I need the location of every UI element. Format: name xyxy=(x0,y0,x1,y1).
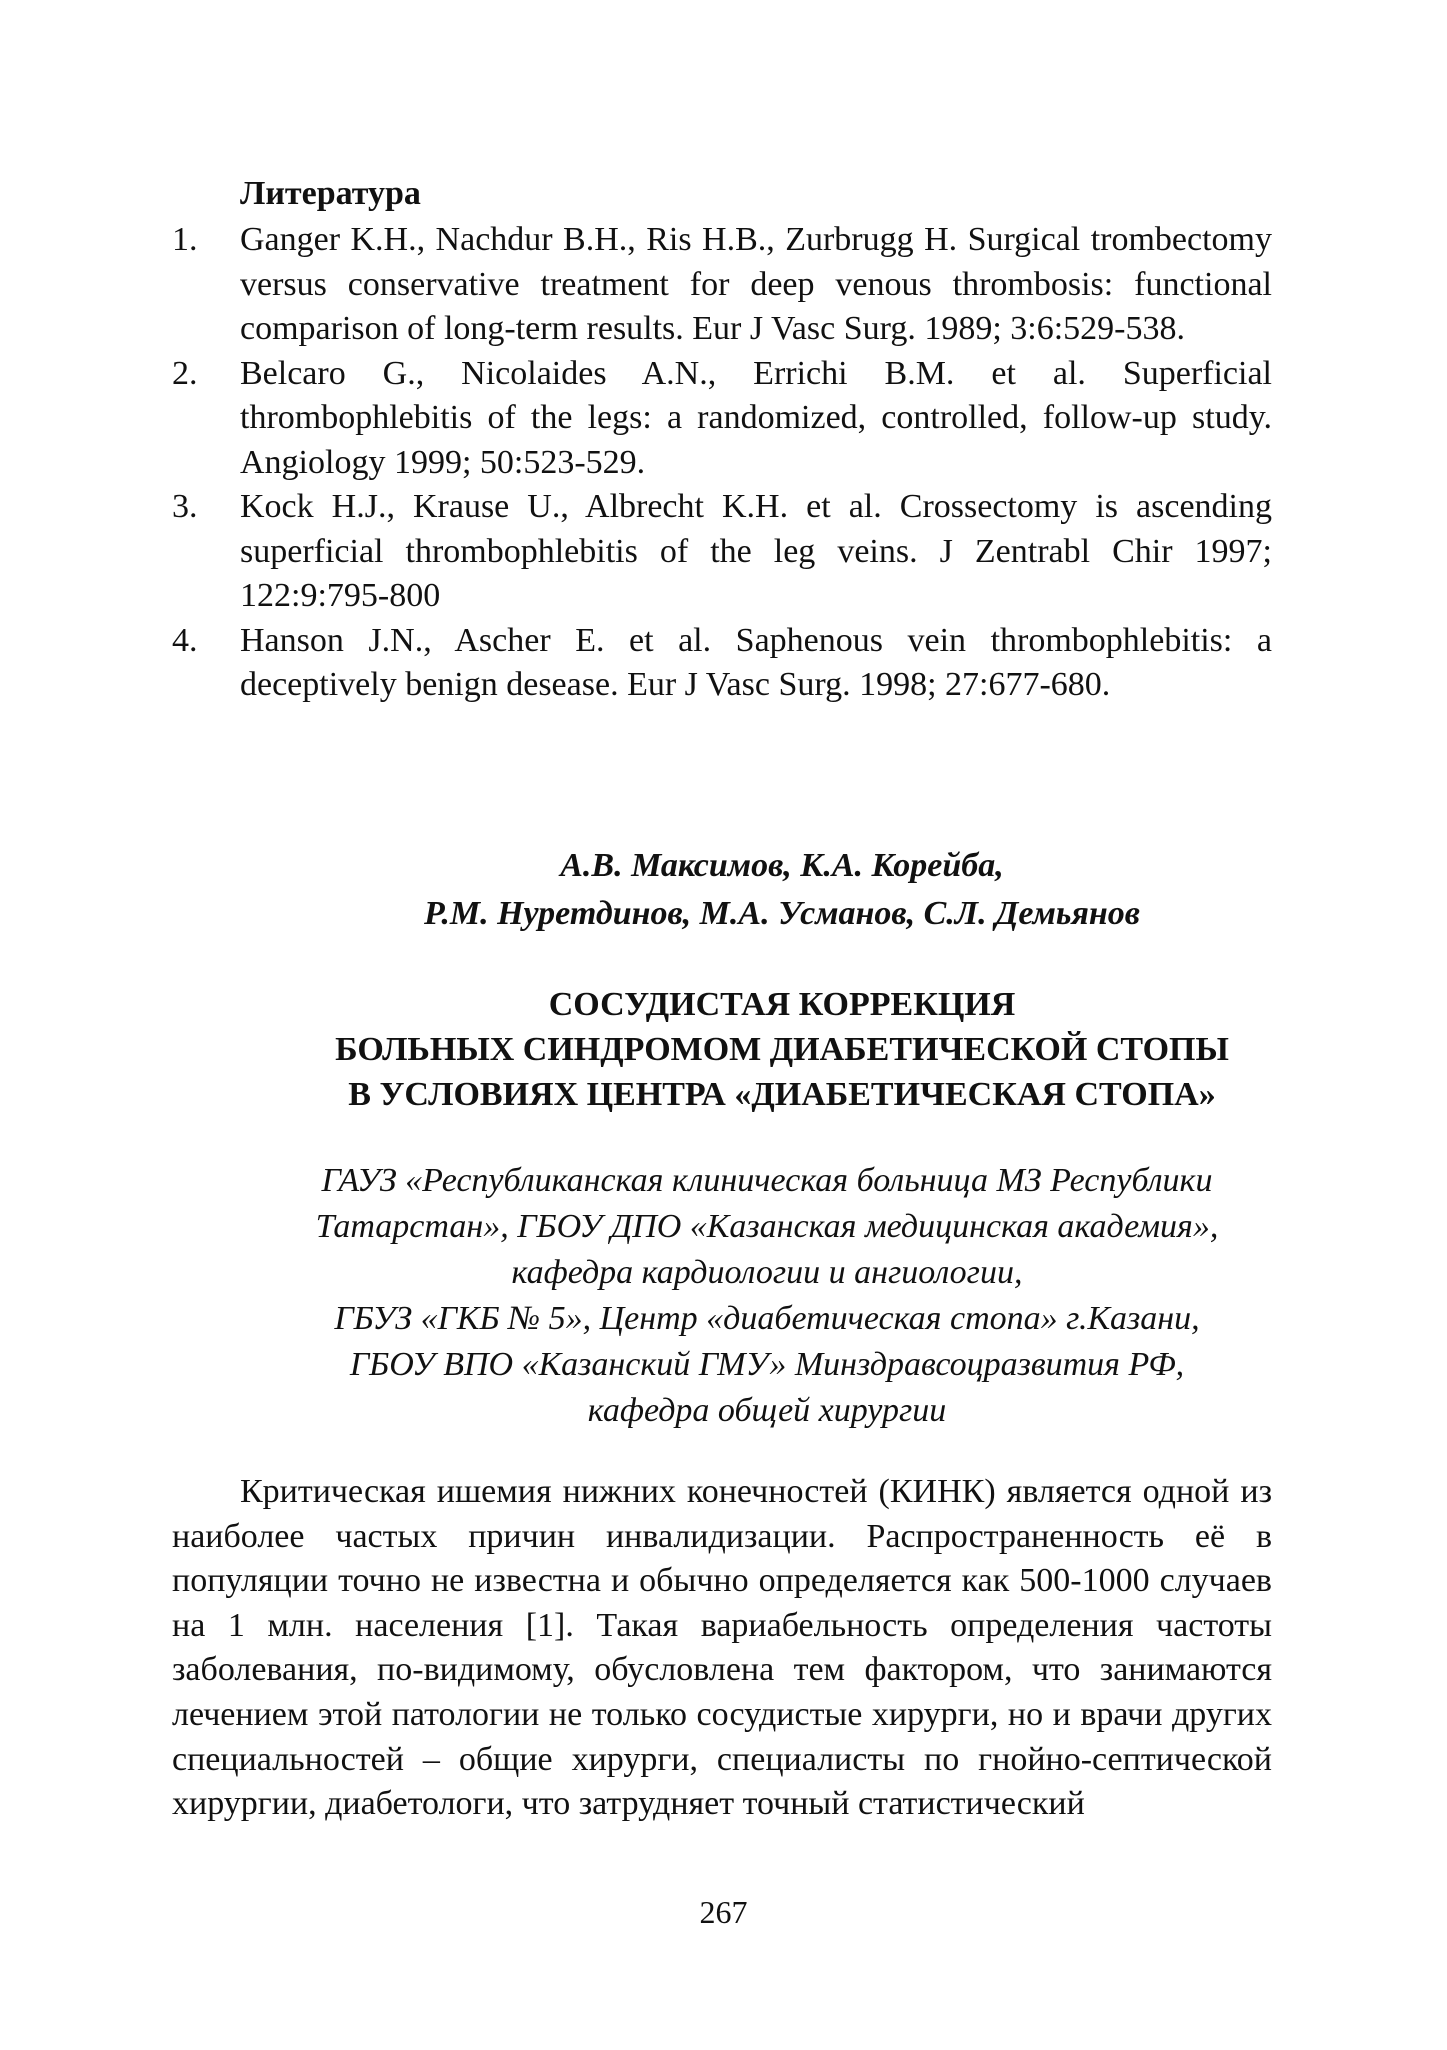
affiliation-line: ГАУЗ «Республиканская клиническая больница МЗ Республики xyxy=(321,1162,1213,1199)
affiliation-line: ГБУЗ «ГКБ № 5», Центр «диабетическая стопа» г.Казани, xyxy=(334,1300,1200,1337)
reference-number: 2. xyxy=(172,354,198,392)
reference-text: Kock H.J., Krause U., Albrecht K.H. et al. Crossectomy is ascending superficial thrombophlebitis of the leg veins. J Zentrabl Chir 1997; 122:9:795-800 xyxy=(240,488,1272,614)
affiliation-line: кафедра общей хирургии xyxy=(587,1392,947,1429)
title-line: СОСУДИСТАЯ КОРРЕКЦИЯ xyxy=(548,986,1016,1023)
reference-list xyxy=(172,218,1272,708)
article-title xyxy=(172,982,1272,1117)
authors-line: Р.М. Нуретдинов, М.А. Усманов, С.Л. Демьянов xyxy=(424,895,1140,932)
title-line: БОЛЬНЫХ СИНДРОМОМ ДИАБЕТИЧЕСКОЙ СТОПЫ xyxy=(335,1031,1229,1068)
reference-number: 1. xyxy=(172,221,198,258)
affiliation-line: Татарстан», ГБОУ ДПО «Казанская медицинская академия», xyxy=(315,1208,1219,1245)
reference-text: Hanson J.N., Ascher E. et al. Saphenous vein thrombophlebitis: a deceptively benign desease. Eur J Vasc Surg. 1998; 27:677-680. xyxy=(240,621,1272,703)
affiliation-line: кафедра кардиологии и ангиологии, xyxy=(511,1254,1023,1291)
article-authors xyxy=(172,842,1272,938)
reference-text: Ganger K.H., Nachdur B.H., Ris H.B., Zurbrugg H. Surgical trombectomy versus conservative treatment for deep venous thrombosis: functional comparison of long-term results. Eur J Vasc Surg. 1989; 3:6:529-538. xyxy=(240,221,1272,347)
reference-text: Belcaro G., Nicolaides A.N., Errichi B.M. et al. Superficial thrombophlebitis of the legs: a randomized, controlled, follow-up study. Angiology 1999; 50:523-529. xyxy=(240,354,1272,481)
article-affiliation xyxy=(172,1158,1272,1434)
reference-number: 4. xyxy=(172,621,198,659)
reference-item xyxy=(172,619,1272,708)
literature-heading: Литература xyxy=(240,175,421,212)
affiliation-line: ГБОУ ВПО «Казанский ГМУ» Минздравсоцразвития РФ, xyxy=(349,1346,1185,1383)
reference-number: 3. xyxy=(172,488,198,525)
reference-item xyxy=(172,485,1272,619)
title-line: В УСЛОВИЯХ ЦЕНТРА «ДИАБЕТИЧЕСКАЯ СТОПА» xyxy=(348,1076,1216,1113)
article-body-paragraph: Критическая ишемия нижних конечностей (КИНК) является одной из наиболее частых причин инвалидизации. Распространенность её в популяции точно не известна и обычно определяется как 500-1000 случаев на 1 млн. населения [1]. Такая вариабельность определения частоты заболевания, по-видимому, обусловлена тем фактором, что занимаются лечением этой патологии не только сосудистые хирурги, но и врачи других специальностей – общие хирурги, специалисты по гнойно-септической хирургии, диабетологи, что затрудняет точный статистический xyxy=(172,1473,1272,1823)
reference-item xyxy=(172,218,1272,352)
reference-item xyxy=(172,352,1272,486)
page-number: 267 xyxy=(699,1894,748,1930)
authors-line: А.В. Максимов, К.А. Корейба, xyxy=(560,847,1004,884)
